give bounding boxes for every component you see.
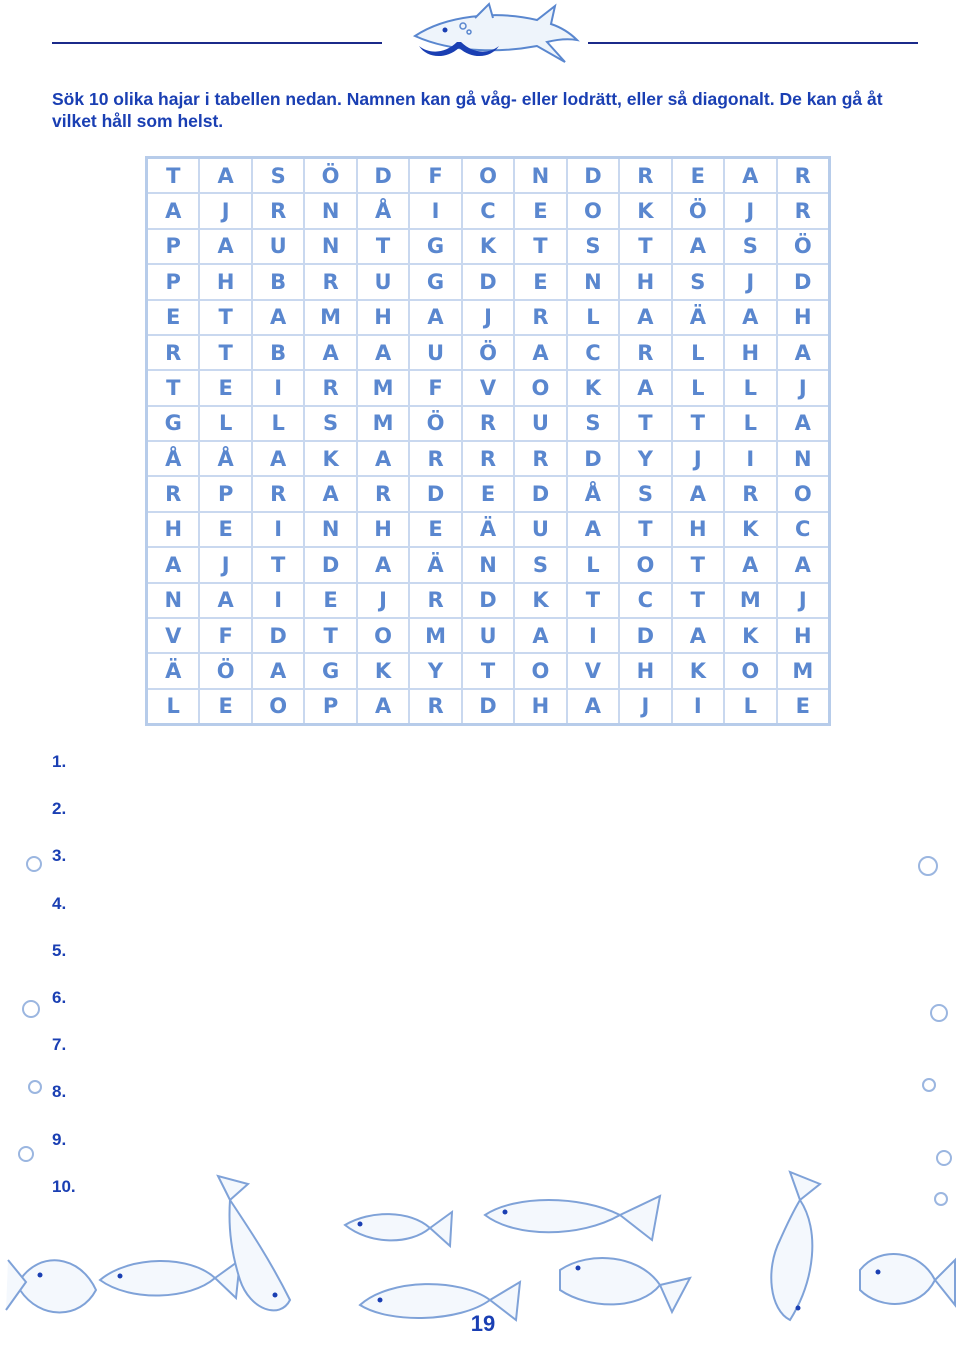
grid-cell[interactable]: R — [515, 442, 565, 475]
grid-cell[interactable]: R — [253, 194, 303, 227]
grid-cell[interactable]: L — [725, 371, 775, 404]
grid-cell[interactable]: H — [778, 301, 828, 334]
grid-cell[interactable]: K — [725, 619, 775, 652]
grid-cell[interactable]: K — [725, 513, 775, 546]
grid-cell[interactable]: A — [253, 654, 303, 687]
grid-cell[interactable]: R — [725, 477, 775, 510]
grid-cell[interactable]: A — [305, 336, 355, 369]
grid-cell[interactable]: D — [410, 477, 460, 510]
grid-cell[interactable]: I — [673, 690, 723, 723]
grid-cell[interactable]: A — [358, 442, 408, 475]
grid-cell[interactable]: A — [673, 619, 723, 652]
grid-cell[interactable]: G — [410, 265, 460, 298]
grid-cell[interactable]: B — [253, 265, 303, 298]
grid-cell[interactable]: K — [673, 654, 723, 687]
grid-cell[interactable]: A — [673, 477, 723, 510]
grid-cell[interactable]: Å — [568, 477, 618, 510]
grid-cell[interactable]: N — [305, 513, 355, 546]
grid-cell[interactable]: I — [253, 584, 303, 617]
grid-cell[interactable]: R — [148, 336, 198, 369]
grid-cell[interactable]: M — [778, 654, 828, 687]
grid-cell[interactable]: T — [620, 407, 670, 440]
grid-cell[interactable]: P — [200, 477, 250, 510]
grid-cell[interactable]: A — [358, 548, 408, 581]
grid-cell[interactable]: H — [515, 690, 565, 723]
answer-line-9[interactable]: 9. — [52, 1129, 67, 1149]
bubble-icon — [930, 1004, 948, 1022]
grid-cell[interactable]: N — [148, 584, 198, 617]
grid-cell[interactable]: M — [358, 407, 408, 440]
grid-cell[interactable]: S — [725, 230, 775, 263]
grid-cell[interactable]: A — [725, 301, 775, 334]
grid-cell[interactable]: I — [568, 619, 618, 652]
grid-cell[interactable]: D — [515, 477, 565, 510]
grid-cell[interactable]: F — [410, 159, 460, 192]
grid-cell[interactable]: L — [725, 407, 775, 440]
grid-cell[interactable]: O — [568, 194, 618, 227]
answer-line-10[interactable]: 10. — [52, 1176, 76, 1196]
grid-cell[interactable]: C — [463, 194, 513, 227]
grid-cell[interactable]: T — [358, 230, 408, 263]
grid-cell[interactable]: Ä — [463, 513, 513, 546]
grid-cell[interactable]: G — [305, 654, 355, 687]
grid-cell[interactable]: Ö — [200, 654, 250, 687]
word-search-grid — [145, 156, 831, 726]
grid-cell[interactable]: L — [200, 407, 250, 440]
bubble-icon — [28, 1080, 42, 1094]
grid-cell[interactable]: Å — [148, 442, 198, 475]
grid-cell[interactable]: R — [515, 301, 565, 334]
grid-cell[interactable]: O — [358, 619, 408, 652]
grid-cell[interactable]: S — [305, 407, 355, 440]
answer-line-2[interactable]: 2. — [52, 799, 67, 819]
grid-cell[interactable]: T — [463, 654, 513, 687]
grid-cell[interactable]: G — [410, 230, 460, 263]
grid-cell[interactable]: L — [568, 301, 618, 334]
answer-line-4[interactable]: 4. — [52, 893, 67, 913]
grid-cell[interactable]: Y — [620, 442, 670, 475]
grid-cell[interactable]: J — [463, 301, 513, 334]
grid-cell[interactable]: A — [305, 477, 355, 510]
grid-cell[interactable]: I — [253, 371, 303, 404]
grid-cell[interactable]: H — [620, 654, 670, 687]
grid-cell[interactable]: A — [515, 336, 565, 369]
grid-cell[interactable]: T — [673, 407, 723, 440]
grid-cell[interactable]: N — [778, 442, 828, 475]
grid-cell[interactable]: L — [673, 336, 723, 369]
grid-cell[interactable]: Ö — [463, 336, 513, 369]
grid-cell[interactable]: T — [673, 584, 723, 617]
grid-cell[interactable]: E — [148, 301, 198, 334]
grid-cell[interactable]: R — [410, 442, 460, 475]
shark-icon — [405, 2, 585, 68]
grid-cell[interactable]: L — [725, 690, 775, 723]
grid-cell[interactable]: A — [200, 230, 250, 263]
grid-cell[interactable]: J — [200, 194, 250, 227]
grid-cell[interactable]: E — [200, 371, 250, 404]
answer-line-3[interactable]: 3. — [52, 846, 67, 866]
grid-cell[interactable]: O — [253, 690, 303, 723]
grid-cell[interactable]: A — [778, 336, 828, 369]
grid-cell[interactable]: S — [568, 230, 618, 263]
grid-cell[interactable]: A — [358, 690, 408, 723]
grid-cell[interactable]: E — [200, 513, 250, 546]
grid-cell[interactable]: A — [515, 619, 565, 652]
grid-cell[interactable]: L — [568, 548, 618, 581]
grid-cell[interactable]: K — [463, 230, 513, 263]
grid-cell[interactable]: H — [358, 513, 408, 546]
grid-cell[interactable]: E — [778, 690, 828, 723]
instructions-text: Sök 10 olika hajar i tabellen nedan. Namnen kan gå våg- eller lodrätt, eller så diagonalt. De kan gå åt vilket håll som helst. — [52, 89, 883, 131]
grid-cell[interactable]: T — [253, 548, 303, 581]
grid-cell[interactable]: A — [253, 301, 303, 334]
grid-cell[interactable]: R — [410, 584, 460, 617]
grid-cell[interactable]: L — [253, 407, 303, 440]
grid-cell[interactable]: A — [568, 513, 618, 546]
grid-cell[interactable]: J — [673, 442, 723, 475]
grid-cell[interactable]: J — [358, 584, 408, 617]
header-rule-right — [588, 42, 918, 44]
grid-cell[interactable]: A — [358, 336, 408, 369]
grid-cell[interactable]: T — [673, 548, 723, 581]
grid-cell[interactable]: O — [463, 159, 513, 192]
bubble-icon — [22, 1000, 40, 1018]
grid-cell[interactable]: A — [200, 584, 250, 617]
grid-cell[interactable]: N — [305, 194, 355, 227]
grid-cell[interactable]: Y — [410, 654, 460, 687]
grid-cell[interactable]: O — [515, 654, 565, 687]
grid-cell[interactable]: U — [515, 407, 565, 440]
grid-cell[interactable]: H — [673, 513, 723, 546]
grid-cell[interactable]: K — [305, 442, 355, 475]
grid-cell[interactable]: Ä — [148, 654, 198, 687]
grid-cell[interactable]: M — [305, 301, 355, 334]
grid-cell[interactable]: D — [253, 619, 303, 652]
grid-cell[interactable]: D — [463, 584, 513, 617]
bubble-icon — [918, 856, 938, 876]
grid-cell[interactable]: E — [410, 513, 460, 546]
grid-cell[interactable]: D — [463, 265, 513, 298]
grid-cell[interactable]: T — [148, 371, 198, 404]
grid-cell[interactable]: Å — [200, 442, 250, 475]
grid-cell[interactable]: O — [620, 548, 670, 581]
grid-cell[interactable]: O — [515, 371, 565, 404]
grid-cell[interactable]: C — [778, 513, 828, 546]
grid-cell[interactable]: D — [358, 159, 408, 192]
grid-cell[interactable]: T — [620, 513, 670, 546]
header-rule-left — [52, 42, 382, 44]
grid-cell[interactable]: U — [410, 336, 460, 369]
grid-cell[interactable]: J — [200, 548, 250, 581]
grid-cell[interactable]: A — [725, 159, 775, 192]
grid-cell[interactable]: U — [515, 513, 565, 546]
grid-cell[interactable]: J — [778, 371, 828, 404]
grid-cell[interactable]: A — [778, 548, 828, 581]
grid-cell[interactable]: R — [620, 336, 670, 369]
grid-cell[interactable]: S — [620, 477, 670, 510]
grid-cell[interactable]: A — [725, 548, 775, 581]
grid-cell[interactable]: K — [568, 371, 618, 404]
grid-cell[interactable]: D — [778, 265, 828, 298]
bubble-icon — [922, 1078, 936, 1092]
grid-cell[interactable]: R — [410, 690, 460, 723]
grid-cell[interactable]: V — [568, 654, 618, 687]
grid-cell[interactable]: O — [725, 654, 775, 687]
grid-cell[interactable]: A — [200, 159, 250, 192]
grid-cell[interactable]: H — [778, 619, 828, 652]
grid-cell[interactable]: L — [148, 690, 198, 723]
grid-cell[interactable]: B — [253, 336, 303, 369]
grid-cell[interactable]: Ö — [305, 159, 355, 192]
grid-cell[interactable]: D — [305, 548, 355, 581]
grid-cell[interactable]: P — [148, 265, 198, 298]
grid-cell[interactable]: T — [620, 230, 670, 263]
grid-cell[interactable]: H — [620, 265, 670, 298]
grid-cell[interactable]: J — [778, 584, 828, 617]
grid-cell[interactable]: V — [148, 619, 198, 652]
grid-cell[interactable]: T — [515, 230, 565, 263]
grid-cell[interactable]: U — [253, 230, 303, 263]
grid-cell[interactable]: Ö — [778, 230, 828, 263]
grid-cell[interactable]: D — [568, 159, 618, 192]
grid-cell[interactable]: C — [568, 336, 618, 369]
grid-cell[interactable]: R — [253, 477, 303, 510]
grid-cell[interactable]: U — [358, 265, 408, 298]
grid-cell[interactable]: E — [305, 584, 355, 617]
grid-cell[interactable]: A — [410, 301, 460, 334]
grid-cell[interactable]: A — [778, 407, 828, 440]
answer-line-6[interactable]: 6. — [52, 987, 67, 1007]
grid-cell[interactable]: I — [410, 194, 460, 227]
grid-cell[interactable]: F — [200, 619, 250, 652]
grid-cell[interactable]: Å — [358, 194, 408, 227]
page-number: 19 — [470, 1311, 496, 1336]
grid-cell[interactable]: I — [253, 513, 303, 546]
grid-cell[interactable]: R — [358, 477, 408, 510]
grid-cell[interactable]: E — [463, 477, 513, 510]
grid-cell[interactable]: H — [725, 336, 775, 369]
grid-cell[interactable]: M — [410, 619, 460, 652]
bubble-icon — [26, 856, 42, 872]
grid-cell[interactable]: Ö — [410, 407, 460, 440]
grid-cell[interactable]: F — [410, 371, 460, 404]
grid-cell[interactable]: E — [515, 265, 565, 298]
grid-cell[interactable]: R — [463, 407, 513, 440]
grid-cell[interactable]: A — [673, 230, 723, 263]
grid-cell[interactable]: I — [725, 442, 775, 475]
grid-cell[interactable]: K — [515, 584, 565, 617]
grid-cell[interactable]: H — [200, 265, 250, 298]
grid-cell[interactable]: E — [673, 159, 723, 192]
grid-cell[interactable]: R — [778, 159, 828, 192]
answer-line-8[interactable]: 8. — [52, 1082, 67, 1102]
grid-cell[interactable]: D — [568, 442, 618, 475]
grid-cell[interactable]: R — [463, 442, 513, 475]
answer-line-1[interactable]: 1. — [52, 752, 67, 771]
grid-cell[interactable]: A — [620, 371, 670, 404]
grid-cell[interactable]: A — [568, 690, 618, 723]
grid-cell[interactable]: T — [568, 584, 618, 617]
grid-cell[interactable]: H — [358, 301, 408, 334]
grid-cell[interactable]: E — [200, 690, 250, 723]
answer-line-7[interactable]: 7. — [52, 1035, 67, 1055]
grid-cell[interactable]: A — [253, 442, 303, 475]
grid-cell[interactable]: T — [200, 301, 250, 334]
grid-cell[interactable]: D — [620, 619, 670, 652]
grid-cell[interactable]: N — [463, 548, 513, 581]
grid-cell[interactable]: N — [305, 230, 355, 263]
grid-cell[interactable]: C — [620, 584, 670, 617]
grid-cell[interactable]: E — [515, 194, 565, 227]
grid-cell[interactable]: J — [725, 194, 775, 227]
grid-cell[interactable]: U — [463, 619, 513, 652]
grid-cell[interactable]: A — [620, 301, 670, 334]
grid-cell[interactable]: R — [620, 159, 670, 192]
grid-cell[interactable]: L — [673, 371, 723, 404]
grid-cell[interactable]: P — [148, 230, 198, 263]
answer-list — [52, 752, 76, 1224]
grid-cell[interactable]: R — [778, 194, 828, 227]
grid-cell[interactable]: Ä — [410, 548, 460, 581]
grid-cell[interactable]: S — [568, 407, 618, 440]
grid-cell[interactable]: P — [305, 690, 355, 723]
grid-cell[interactable]: R — [305, 371, 355, 404]
grid-cell[interactable]: V — [463, 371, 513, 404]
grid-cell[interactable]: T — [305, 619, 355, 652]
grid-cell[interactable]: K — [358, 654, 408, 687]
grid-cell[interactable]: H — [148, 513, 198, 546]
grid-cell[interactable]: N — [568, 265, 618, 298]
grid-cell[interactable]: G — [148, 407, 198, 440]
grid-cell[interactable]: D — [463, 690, 513, 723]
grid-cell[interactable]: S — [515, 548, 565, 581]
grid-cell[interactable]: R — [305, 265, 355, 298]
grid-cell[interactable]: M — [358, 371, 408, 404]
grid-cell[interactable]: T — [200, 336, 250, 369]
grid-cell[interactable]: K — [620, 194, 670, 227]
grid-cell[interactable]: A — [148, 194, 198, 227]
grid-cell[interactable]: N — [515, 159, 565, 192]
grid-cell[interactable]: S — [673, 265, 723, 298]
grid-cell[interactable]: A — [148, 548, 198, 581]
grid-cell[interactable]: S — [253, 159, 303, 192]
grid-cell[interactable]: T — [148, 159, 198, 192]
grid-cell[interactable]: J — [620, 690, 670, 723]
letter-grid — [148, 159, 828, 723]
grid-cell[interactable]: O — [778, 477, 828, 510]
grid-cell[interactable]: Ä — [673, 301, 723, 334]
grid-cell[interactable]: M — [725, 584, 775, 617]
grid-cell[interactable]: Ö — [673, 194, 723, 227]
answer-line-5[interactable]: 5. — [52, 940, 67, 960]
grid-cell[interactable]: R — [148, 477, 198, 510]
grid-cell[interactable]: J — [725, 265, 775, 298]
